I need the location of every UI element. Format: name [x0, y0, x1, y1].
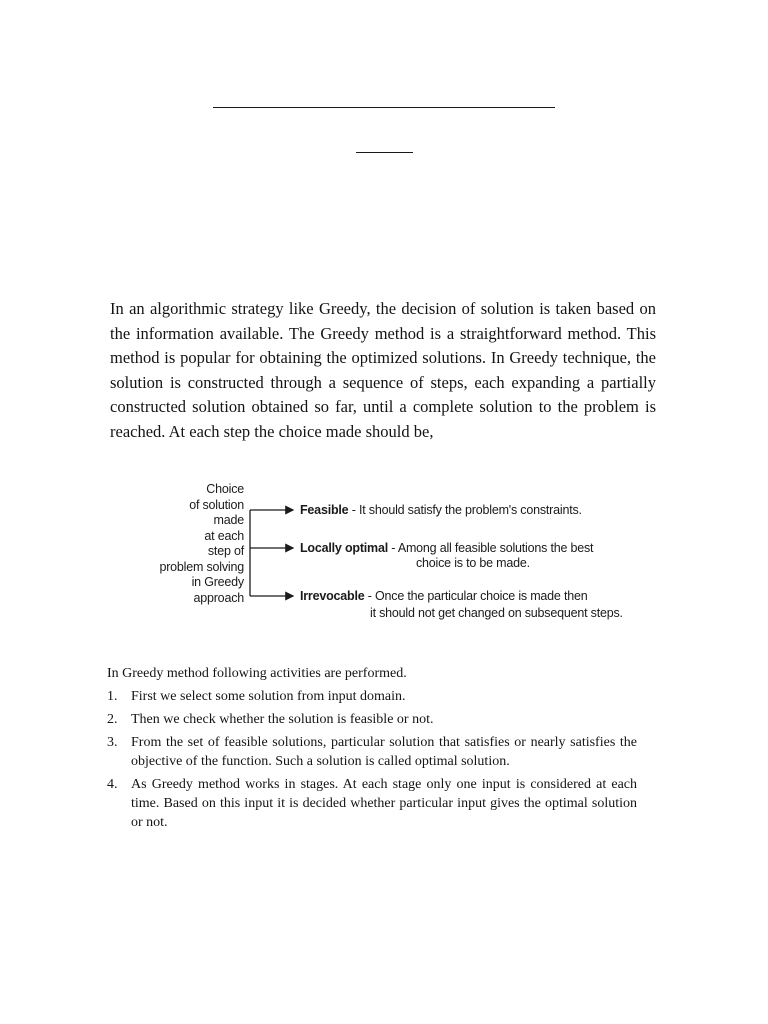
list-item-text: First we select some solution from input domain.	[131, 689, 406, 704]
list-item	[107, 733, 637, 771]
list-item-text: Then we check whether the solution is feasible or not.	[131, 712, 434, 727]
left-label-line: Choice	[206, 482, 244, 496]
branch-term: Feasible	[300, 503, 349, 517]
intro-line: In an algorithmic strategy like Greedy, the decision of solution is taken based on	[110, 299, 656, 318]
list-item-text: As Greedy method works in stages. At each stage only one input is considered at each time. Based on this input it is decided whether particular input gives the optimal solution or not.	[131, 777, 637, 830]
list-item-number: 2.	[107, 712, 118, 727]
intro-line: method is popular for obtaining the optimized solutions. In Greedy technique, the	[110, 348, 656, 368]
branch-sep: -	[388, 541, 398, 555]
left-label-line: made	[213, 513, 244, 527]
left-label-line: of solution	[189, 497, 244, 512]
branch-irrevocable	[300, 589, 588, 605]
intro-line: reached. At each step the choice made should be,	[110, 421, 434, 441]
list-item	[107, 710, 637, 729]
branch-desc-continuation: choice is to be made.	[416, 556, 530, 570]
branch-sep: -	[348, 503, 359, 517]
header-rule-short	[356, 152, 413, 153]
diagram-left-label	[140, 482, 244, 606]
branch-term: Locally optimal	[300, 541, 388, 555]
branch-feasible	[300, 503, 582, 519]
intro-paragraph	[110, 297, 656, 445]
branch-term: Irrevocable	[300, 589, 365, 603]
list-item-text: From the set of feasible solutions, particular solution that satisfies or nearly satisfies the objective of the function. Such a solution is called optimal solution.	[131, 735, 637, 769]
branch-locally-optimal	[300, 541, 593, 557]
list-item-number: 1.	[107, 689, 118, 704]
list-item	[107, 775, 637, 832]
intro-line: the information available. The Greedy method is a straightforward method. This	[110, 323, 656, 343]
branch-desc: It should satisfy the problem's constraints.	[358, 503, 582, 517]
intro-line: constructed solution obtained so far, until a complete solution to the problem is	[110, 397, 656, 417]
left-label-line: step of	[207, 544, 244, 558]
list-item-number: 3.	[107, 735, 118, 750]
left-label-line: problem solving	[159, 559, 244, 574]
intro-line: solution is constructed through a sequence of steps, each expanding a partially	[110, 372, 656, 392]
activities-list	[107, 687, 637, 832]
activities-heading: In Greedy method following activities are performed.	[107, 666, 407, 681]
left-label-line: approach	[193, 590, 244, 605]
left-label-line: at each	[204, 528, 244, 543]
list-item	[107, 687, 637, 706]
branch-sep: -	[364, 589, 376, 603]
activities-section	[107, 664, 637, 836]
left-label-line: in Greedy	[191, 575, 244, 589]
branch-desc: Among all feasible solutions the best	[397, 541, 594, 555]
list-item-number: 4.	[107, 777, 118, 792]
header-rule-long	[213, 107, 555, 108]
branch-desc-continuation: it should not get changed on subsequent steps.	[370, 606, 623, 620]
branch-desc: Once the particular choice is made then	[375, 589, 588, 603]
